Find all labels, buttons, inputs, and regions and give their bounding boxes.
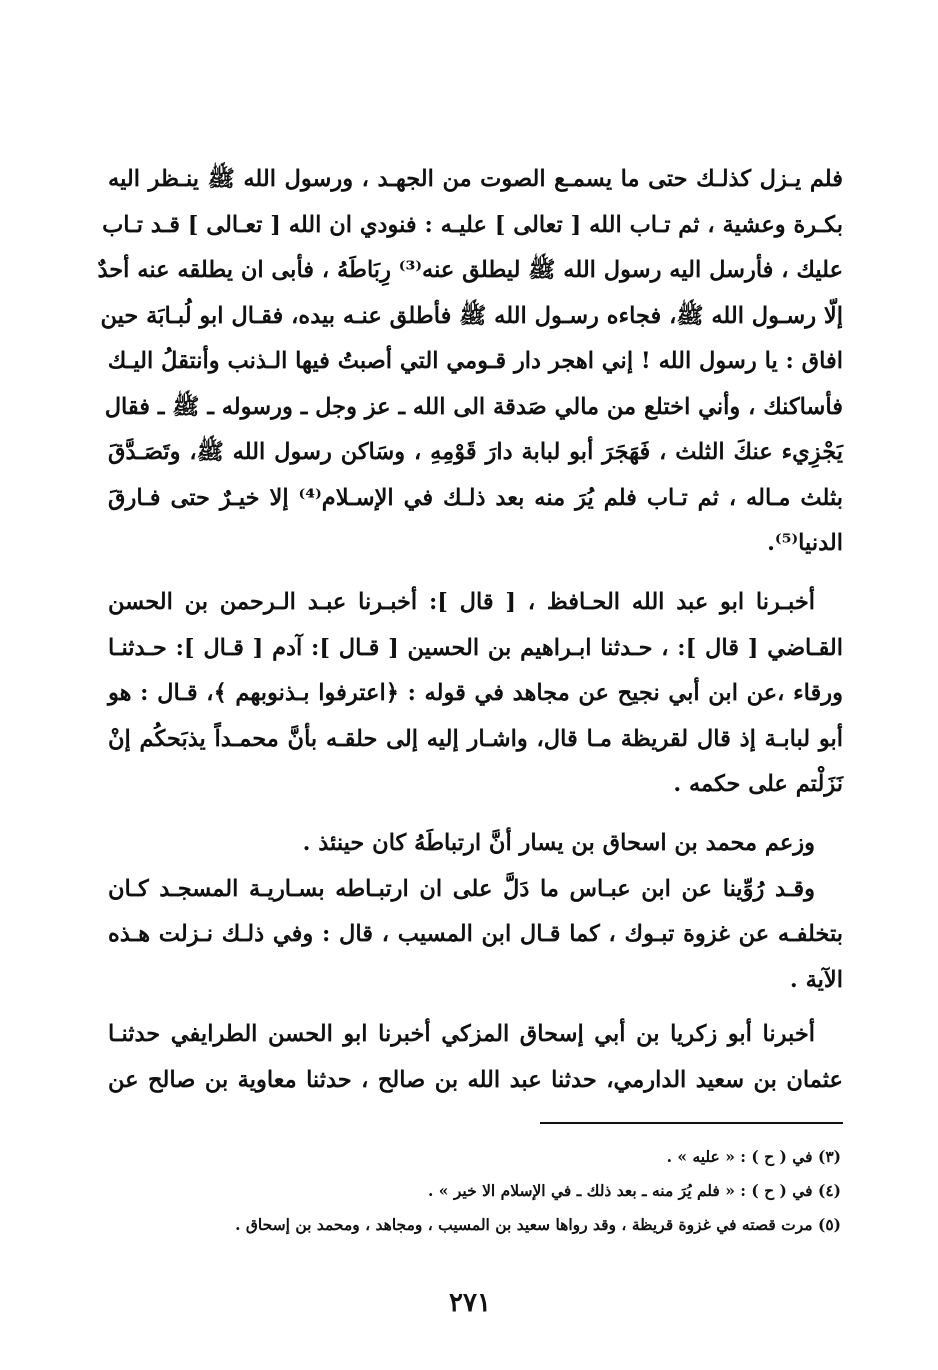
- footnote-4: (٤) في ( ح ) : « فلم يُرَ منه ـ بعد ذلك ـ في الإسلام الا خير » .: [427, 1181, 841, 1200]
- text-line: بكـرة وعشية ، ثم تـاب الله [ تعالى ] عليـه : فنودي ان الله [ تعـالى ] قـد تـاب: [102, 211, 843, 238]
- footnote-3: (٣) في ( ح ) : « عليه » .: [666, 1147, 841, 1166]
- text-line: أخبرنا أبو زكريا بن أبي إسحاق المزكي أخبرنا ابو الحسن الطرايفي حدثنـا: [108, 1021, 815, 1047]
- paragraph-isnad-mujahid: [108, 580, 843, 808]
- text-line: إلّا رسـول الله ﷺ، فجاءه رسـول الله ﷺ فأطلق عنـه بيده، فقـال ابو لُبـابَة حين: [100, 302, 843, 329]
- paragraph-ibn-ishaq: [108, 821, 843, 1003]
- text-line: نَزَلْتم على حكمه .: [673, 771, 843, 797]
- text-line: الدنيا⁽⁵⁾.: [767, 530, 843, 556]
- text-line: الآية .: [789, 966, 843, 993]
- paragraph-abu-lubaba-repentance: [97, 157, 843, 567]
- text-line: القـاضي [ قال ]: ، حـدثنا ابـراهيم بن الحسين [ قـال ]: آدم [ قـال ]: حـدثنـا: [108, 634, 843, 661]
- text-line: وزعم محمد بن اسحاق بن يسار أنَّ ارتباطَهُ كان حينئذ .: [302, 830, 815, 856]
- text-line: يَجْزِيء عنكَ الثلث ، فَهَجَرَ أبو لبابة دارَ قَوْمِهِ ، وسَاكن رسول الله ﷺ، وتَصَـدَّقَ: [108, 439, 843, 465]
- paragraph-isnad-darimi: [108, 1012, 843, 1103]
- text-line: ورقاء ،عن ابن أبي نجيح عن مجاهد في قوله : ﴿اعترفوا بـذنوبهم ﴾، قـال : هو: [108, 680, 843, 706]
- footnote-5: (٥) مرت قصته في غزوة قريظة ، وقد رواها سعيد بن المسيب ، ومجاهد ، ومحمد بن إسحاق .: [235, 1215, 841, 1234]
- text-line: فلم يـزل كذلـك حتى ما يسمـع الصوت من الجهـد ، ورسول الله ﷺ ينـظر اليه: [108, 166, 843, 192]
- text-line: بتخلفـه عن غزوة تبـوك ، كما قـال ابن المسيب ، قال : وفي ذلـك نـزلت هـذه: [108, 921, 843, 947]
- text-line: أبو لبابـة إذ قال لقريظة مـا قال، واشـار إليه إلى حلقـه بأنَّ محمـداً يذبَحكُم إنْ: [108, 725, 843, 752]
- text-line: وقـد رُوِّينا عن ابن عبـاس ما دَلَّ على ان ارتبـاطه بسـاريـة المسجـد كـان: [108, 875, 815, 902]
- footnote-divider: [540, 1122, 843, 1124]
- footnotes: [108, 1140, 841, 1242]
- text-line: أخبـرنا ابو عبد الله الحـافظ ، [ قال ]: أخبـرنا عبـد الـرحمن بن الحسن: [108, 589, 815, 615]
- page-number: ٢٧١: [449, 1288, 491, 1318]
- text-line: بثلث مـاله ، ثم تـاب فلم يُرَ منه بعد ذلـك في الإسـلام⁽⁴⁾ إلا خيـرٌ حتى فـارقَ: [108, 484, 843, 511]
- text-line: افاق : يا رسول الله ! إني اهجر دار قـومي التي أصبتُ فيها الـذنب وأنتقلُ اليـك: [107, 348, 843, 374]
- text-line: عليك ، فأرسل اليه رسول الله ﷺ ليطلق عنه⁽³⁾ رِبَاطَهُ ، فأبى ان يطلقه عنه أحدٌ: [97, 257, 843, 283]
- text-line: عثمان بن سعيد الدارمي، حدثنا عبد الله بن صالح ، حدثنا معاوية بن صالح عن: [108, 1066, 843, 1093]
- text-line: فأساكنك ، وأني اختلع من مالي صَدقة الى الله ـ عز وجل ـ ورسوله ـ ﷺ ـ فقال: [104, 393, 843, 420]
